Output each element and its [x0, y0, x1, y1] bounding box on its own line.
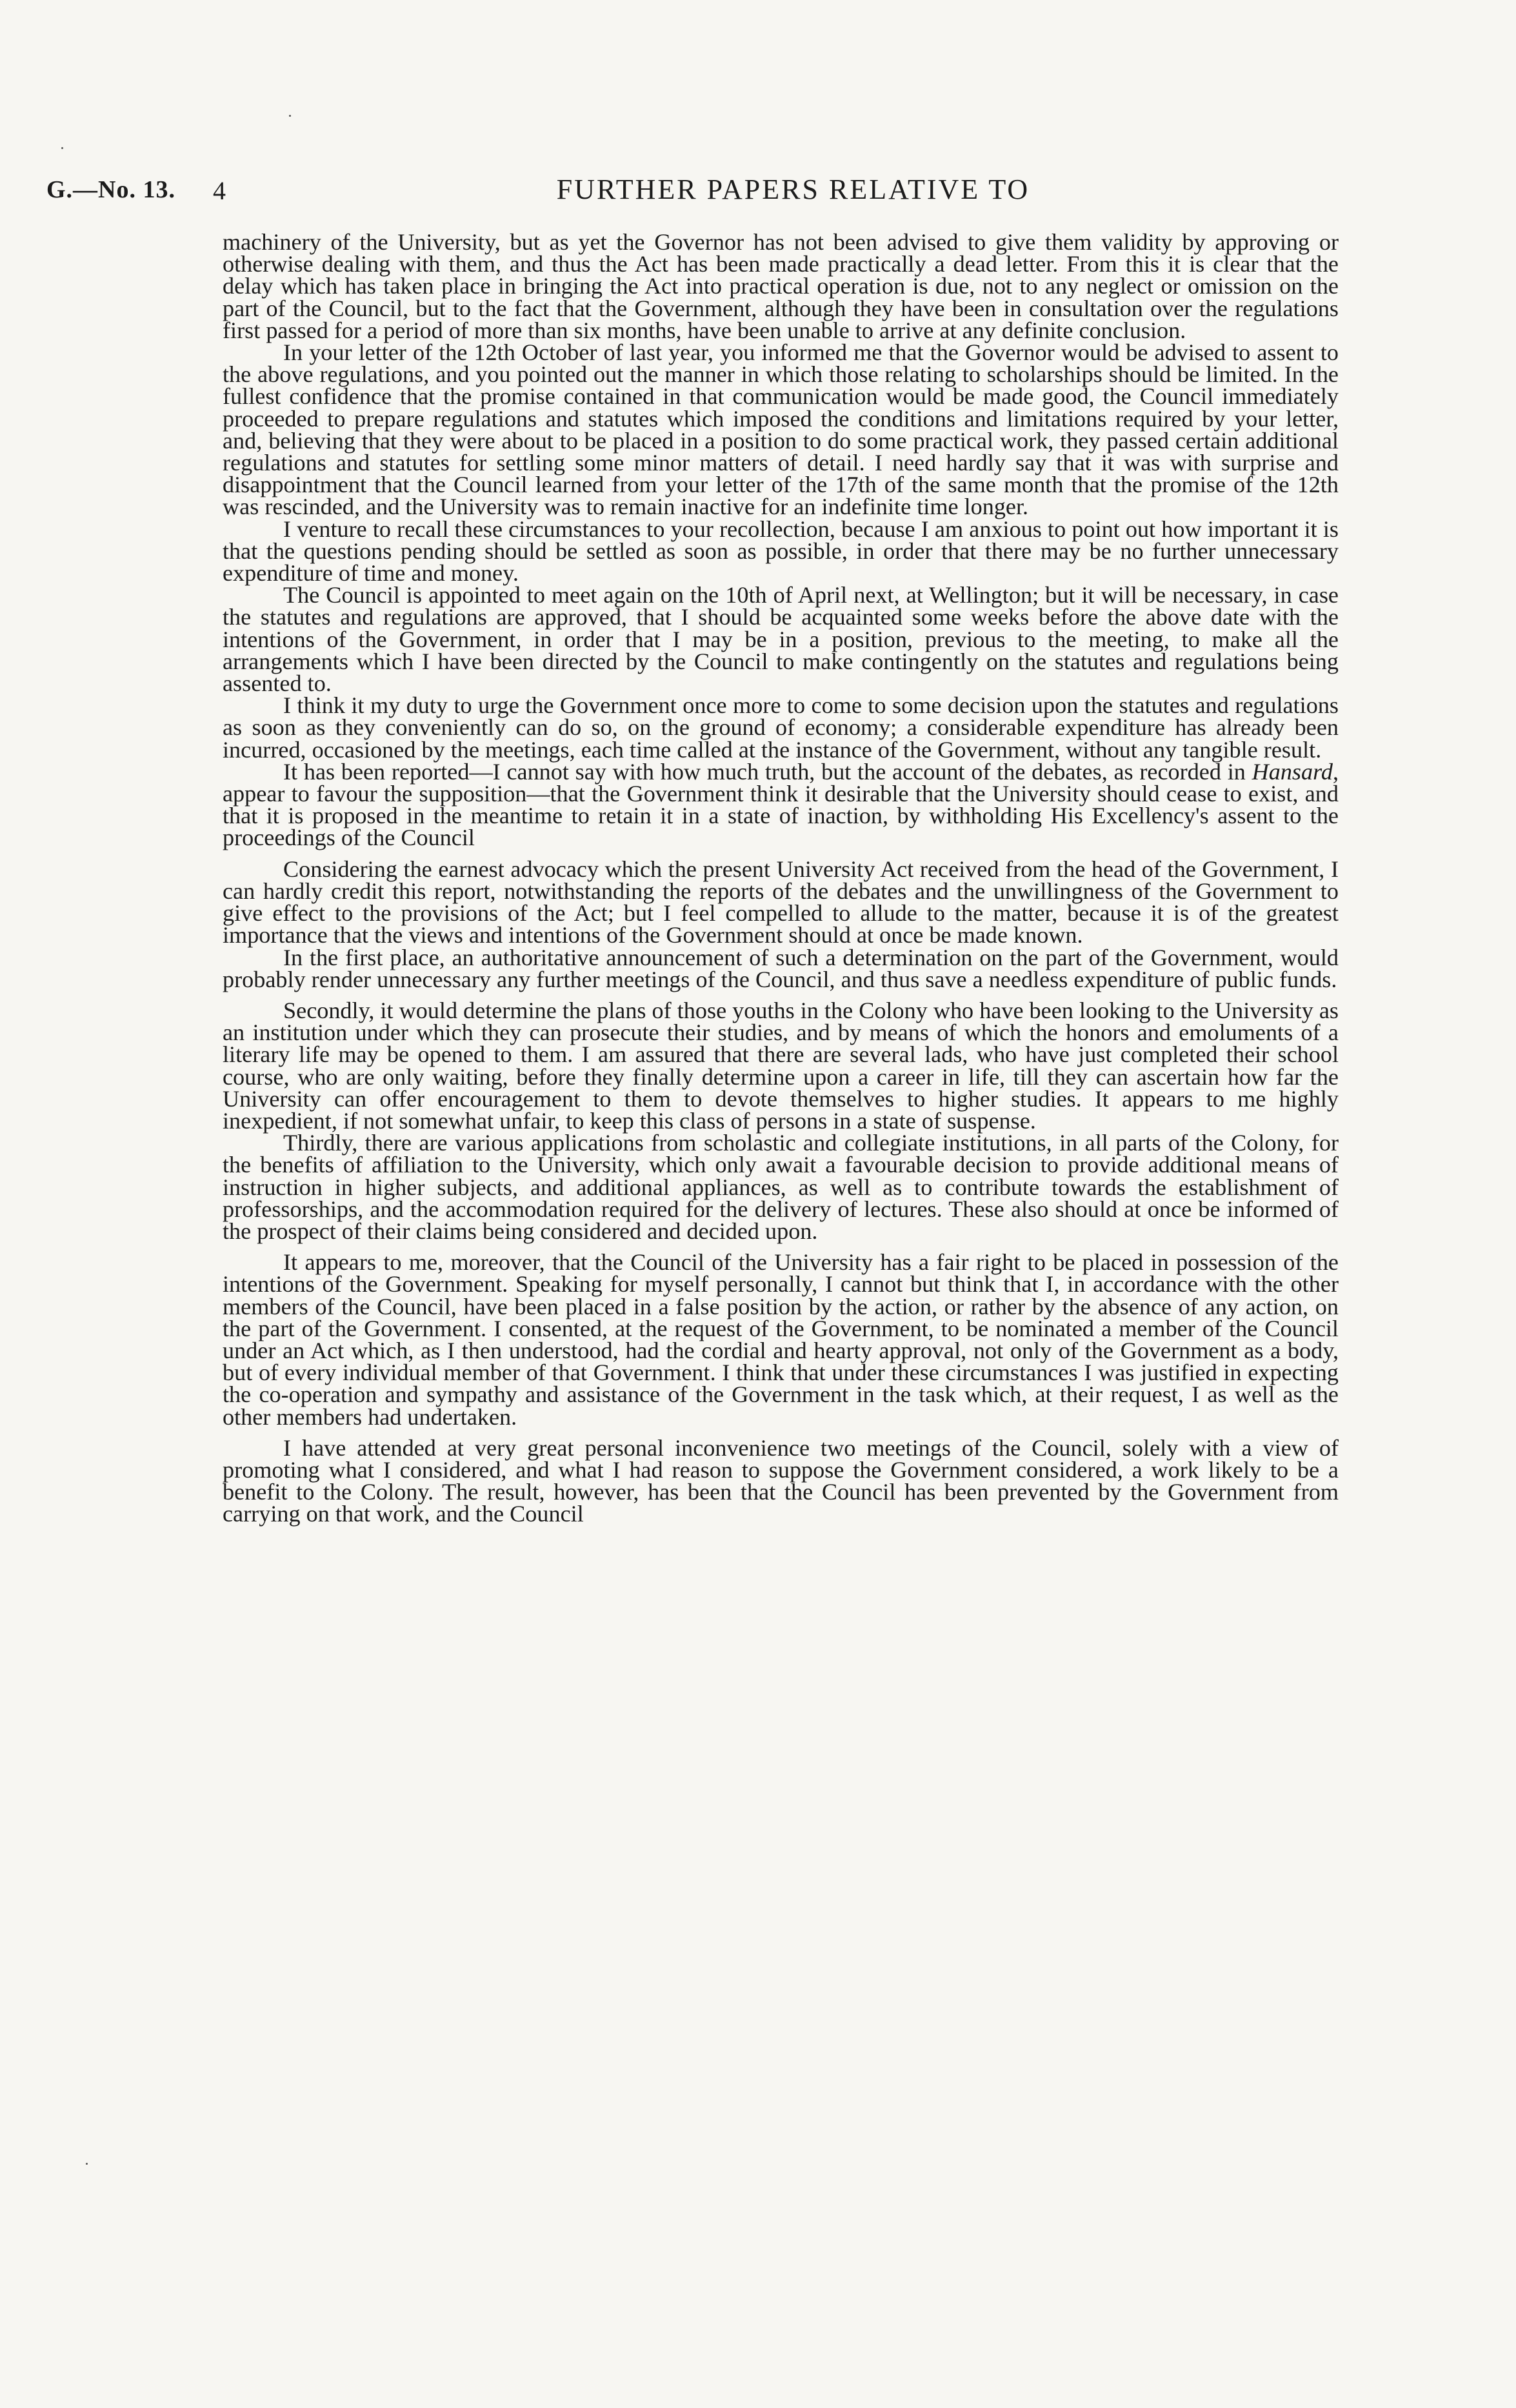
paragraph: I have attended at very great personal inconvenience two meetings of the Council, solely with a view of promoting what I considered, and what I had reason to suppose the Government considered, a work likely to be a benefit to the Colony. The result, however, has been that the Council has been prevented by the Government from carrying on that work, and the Council: [223, 1434, 1339, 1527]
paragraph-text: , appear to favour the supposition—that the Government think it desirable that the University should cease to exist, and that it is proposed in the meantime to retain it in a state of inaction, by withholding His Excellency's assent to the proceedings of the Council: [223, 758, 1339, 851]
paragraph: I think it my duty to urge the Government once more to come to some decision upon the statutes and regulations as soon as they conveniently can do so, on the ground of economy; a considerable expenditure has already been incurred, occasioned by the meetings, each time called at the instance of the Government, without any tangible result.: [223, 692, 1339, 763]
paragraph: machinery of the University, but as yet the Governor has not been advised to give them validity by approving or otherwise dealing with them, and thus the Act has been made practically a dead letter. From this it is clear that the delay which has taken place in bringing the Act into practical operation is due, not to any neglect or omission on the part of the Council, but to the fact that the Government, although they have been in consultation over the regulations first passed for a period of more than six months, have been unable to arrive at any definite conclusion.: [223, 229, 1339, 343]
paragraph: In your letter of the 12th October of last year, you informed me that the Governor would be advised to assent to the above regulations, and you pointed out the manner in which those relating to scholarships should be limited. In the fullest confidence that the promise contained in that communication would be made good, the Council immediately proceeded to prepare regulations and statutes which imposed the conditions and limitations required by your letter, and, believing that they were about to be placed in a position to do some practical work, they passed certain additional regulations and statutes for settling some minor matters of detail. I need hardly say that it was with surprise and disappointment that the Council learned from your letter of the 17th of the same month that the promise of the 12th was rescinded, and the University was to remain inactive for an indefinite time longer.: [223, 339, 1339, 520]
paragraph: Considering the earnest advocacy which the present University Act received from the head of the Government, I can hardly credit this report, notwithstanding the reports of the debates and the unwillingness of the Government to give effect to the provisions of the Act; but I feel compelled to allude to the matter, because it is of the greatest importance that the views and intentions of the Government should at once be made known.: [223, 856, 1339, 948]
letter-body: [223, 231, 1339, 1525]
paper-speck: [86, 2163, 88, 2165]
paragraph: [223, 758, 1339, 851]
page-number: 4: [213, 176, 226, 205]
paper-speck: [289, 115, 291, 117]
paragraph: Secondly, it would determine the plans of those youths in the Colony who have been looking to the University as an institution under which they can prosecute their studies, and by means of which the honors and emoluments of a literary life may be opened to them. I am assured that there are several lads, who have just completed their school course, who are only waiting, before they finally determine upon a career in life, till they can ascertain how far the University can offer encouragement to them to devote themselves to higher studies. It appears to me highly inexpedient, if not somewhat unfair, to keep this class of persons in a state of suspense.: [223, 997, 1339, 1134]
paragraph: I venture to recall these circumstances to your recollection, because I am anxious to point out how important it is that the questions pending should be settled as soon as possible, in order that there may be no further unnecessary expenditure of time and money.: [223, 516, 1339, 587]
running-title: FURTHER PAPERS RELATIVE TO: [556, 174, 1030, 205]
paragraph-text: It has been reported—I cannot say with how much truth, but the account of the debates, as recorded in: [283, 758, 1252, 785]
paragraph: It appears to me, moreover, that the Council of the University has a fair right to be placed in possession of the intentions of the Government. Speaking for myself personally, I cannot but think that I, in accordance with the other members of the Council, have been placed in a false position by the action, or rather by the absence of any action, on the part of the Government. I consented, at the request of the Government, to be nominated a member of the Council under an Act which, as I then understood, had the cordial and hearty approval, not only of the Government as a body, but of every individual member of that Government. I think that under these circumstances I was justified in expecting the co-operation and sympathy and assistance of the Government in the task which, at their request, I as well as the other members had undertaken.: [223, 1249, 1339, 1430]
italic-title: Hansard: [1252, 758, 1333, 785]
paragraph: The Council is appointed to meet again on the 10th of April next, at Wellington; but it will be necessary, in case the statutes and regulations are approved, that I should be acquainted some weeks before the above date with the intentions of the Government, in order that I may be in a position, previous to the meeting, to make all the arrangements which I have been directed by the Council to make contingently on the statutes and regulations being assented to.: [223, 582, 1339, 697]
document-reference: G.—No. 13.: [46, 176, 175, 203]
paragraph: In the first place, an authoritative announcement of such a determination on the part of the Government, would probably render unnecessary any further meetings of the Council, and thus save a needless expenditure of public funds.: [223, 944, 1339, 992]
page-header: [46, 176, 1337, 221]
paper-speck: [61, 147, 63, 149]
paragraph: Thirdly, there are various applications from scholastic and collegiate institutions, in all parts of the Colony, for the benefits of affiliation to the University, which only await a favourable decision to provide additional means of instruction in higher subjects, and additional appliances, as well as to contribute towards the establishment of professorships, and the accommodation required for the delivery of lectures. These also should at once be informed of the prospect of their claims being considered and decided upon.: [223, 1130, 1339, 1244]
